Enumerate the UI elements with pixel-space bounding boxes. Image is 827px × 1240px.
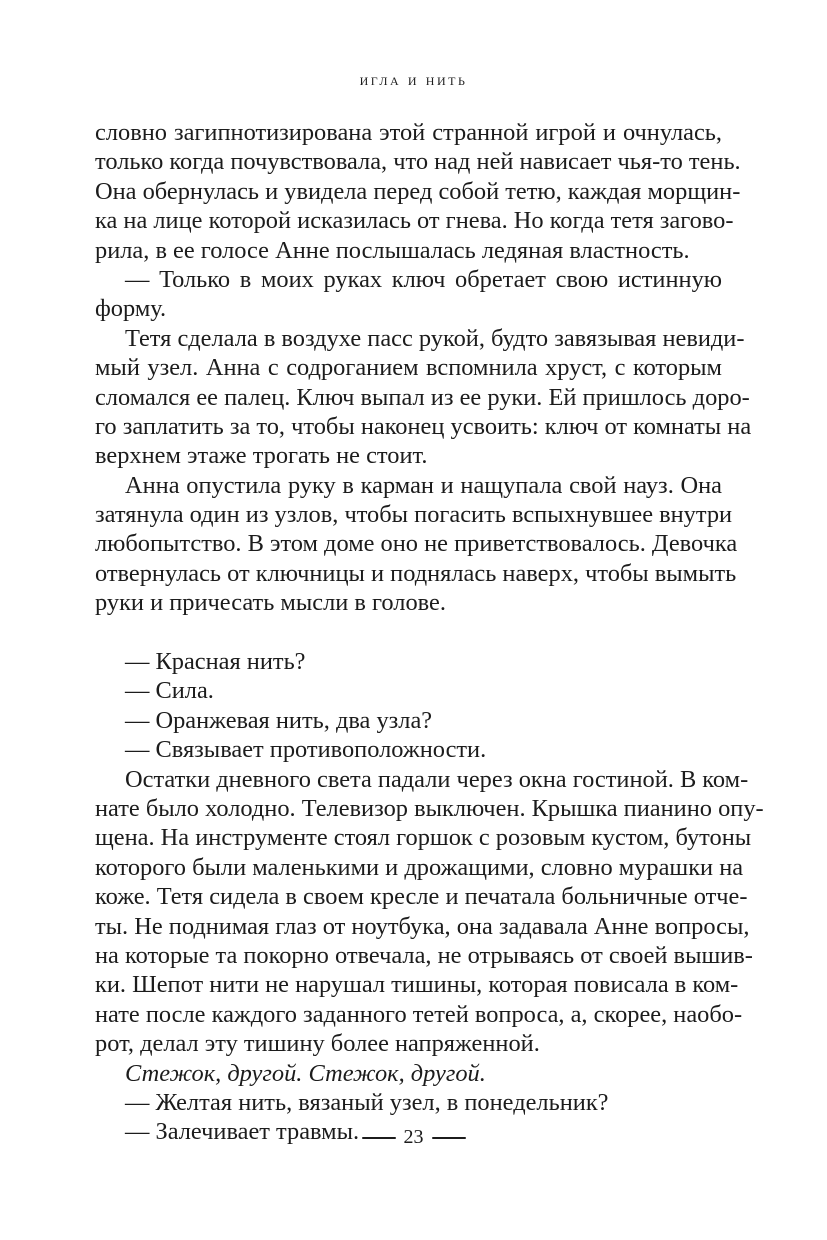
- text-line: только когда почувствовала, что над ней нависает чья-то тень.: [95, 148, 741, 176]
- text-line: ка на лице которой исказилась от гнева. Но когда тетя загово-: [95, 207, 734, 235]
- text-line: которого были маленькими и дрожащими, словно мурашки на: [95, 853, 744, 881]
- page-number: 23: [403, 1126, 424, 1148]
- dialogue-line: — Желтая нить, вязаный узел, в понедельник?: [125, 1088, 609, 1116]
- text-line: любопытство. В этом доме оно не приветствовалось. Девочка: [95, 530, 738, 558]
- dialogue-line: — Красная нить?: [125, 648, 306, 676]
- page-footer: [0, 1126, 827, 1149]
- text-line: Тетя сделала в воздухе пасс рукой, будто завязывая невиди-: [125, 324, 745, 352]
- dialogue-line: — Сила.: [125, 677, 214, 705]
- text-line: руки и причесать мысли в голове.: [95, 589, 446, 617]
- dialogue-line: — Залечивает травмы.: [125, 1118, 360, 1146]
- italic-line: Стежок, другой. Стежок, другой.: [125, 1059, 486, 1087]
- text-line: ты. Не поднимая глаз от ноутбука, она задавала Анне вопросы,: [95, 912, 750, 940]
- dialogue-line: — Связывает противоположности.: [125, 736, 487, 764]
- text-line: мый узел. Анна с содроганием вспомнила хруст, с которым: [95, 354, 722, 382]
- text-line: отвернулась от ключницы и поднялась наверх, чтобы вымыть: [95, 559, 737, 587]
- text-line: верхнем этаже трогать не стоит.: [95, 442, 428, 470]
- body-text: [95, 118, 764, 1147]
- text-line: сломался ее палец. Ключ выпал из ее руки. Ей пришлось доро-: [95, 383, 750, 411]
- text-line: го заплатить за то, чтобы наконец усвоить: ключ от комнаты на: [95, 412, 752, 440]
- text-line: на которые та покорно отвечала, не отрываясь от своей вышив-: [95, 941, 753, 969]
- text-line: форму.: [95, 295, 167, 323]
- dialogue-line: — Только в моих руках ключ обретает свою истинную: [125, 265, 722, 293]
- text-line: щена. На инструменте стоял горшок с розовым кустом, бутоны: [95, 824, 752, 852]
- text-line: затянула один из узлов, чтобы погасить вспыхнувшее внутри: [95, 501, 733, 529]
- folio-ornament-right: [432, 1137, 466, 1139]
- text-line: ки. Шепот нити не нарушал тишины, которая повисала в ком-: [95, 971, 739, 999]
- text-line: Анна опустила руку в карман и нащупала свой науз. Она: [125, 471, 722, 499]
- dialogue-line: — Оранжевая нить, два узла?: [125, 706, 433, 734]
- section-break: [95, 618, 722, 647]
- text-line: рила, в ее голосе Анне послышалась ледяная властность.: [95, 236, 690, 264]
- text-line: словно загипнотизирована этой странной игрой и очнулась,: [95, 119, 722, 146]
- running-header: игла и нить: [359, 70, 468, 89]
- text-line: рот, делал эту тишину более напряженной.: [95, 1030, 540, 1058]
- text-line: нате после каждого заданного тетей вопроса, а, скорее, наобо-: [95, 1000, 743, 1028]
- text-line: нате было холодно. Телевизор выключен. Крышка пианино опу-: [95, 794, 764, 822]
- text-line: Она обернулась и увидела перед собой тетю, каждая морщин-: [95, 177, 741, 205]
- text-line: Остатки дневного света падали через окна гостиной. В ком-: [125, 765, 749, 793]
- text-line: коже. Тетя сидела в своем кресле и печатала больничные отче-: [95, 883, 748, 911]
- folio-ornament-left: [362, 1137, 396, 1139]
